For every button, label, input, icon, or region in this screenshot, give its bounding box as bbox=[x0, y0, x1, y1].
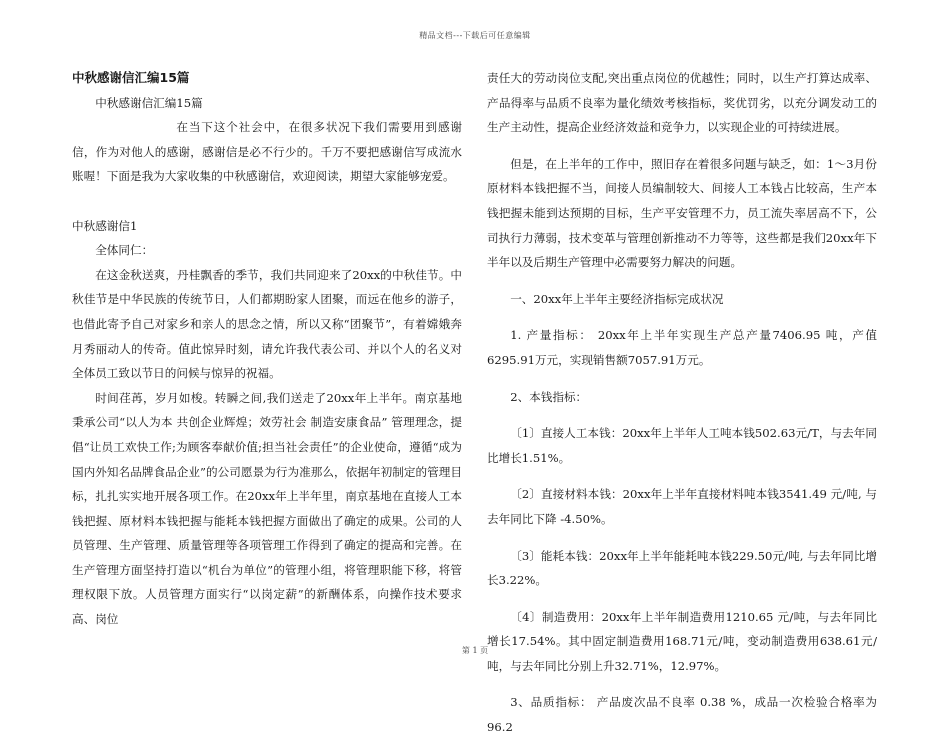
document-title: 中秋感谢信汇编15篇 bbox=[72, 70, 190, 85]
section-title: 中秋感谢信1 bbox=[72, 218, 138, 233]
indicator-output: 1. 产量指标： 20xx年上半年实现生产总产量7406.95 吨，产值6295.91万元，实现销售额7057.91万元。 bbox=[487, 328, 877, 367]
indicator-cost-material: 〔2〕直接材料本钱：20xx年上半年直接材料吨本钱3541.49 元/吨, 与去年同比下降 -4.50%。 bbox=[487, 487, 877, 526]
indicator-cost-labor: 〔1〕直接人工本钱：20xx年上半年人工吨本钱502.63元/T，与去年同比增长1.51%。 bbox=[487, 426, 877, 465]
indicator-cost-manufacturing: 〔4〕制造费用：20xx年上半年制造费用1210.65 元/吨，与去年同比增长17.54%。其中固定制造费用168.71元/吨，变动制造费用638.61元/吨，与去年同比分别上升32.71%，12.97%。 bbox=[487, 609, 877, 673]
section-heading-1: 一、20xx年上半年主要经济指标完成状况 bbox=[510, 291, 724, 306]
body-paragraph-problems: 但是，在上半年的工作中，照旧存在着很多问题与缺乏，如：1～3月份原材料本钱把握不当，间接人员编制较大、间接人工本钱占比较高，生产本钱把握未能到达预期的目标，生产平安管理不力，员工流失率居高不下，公司执行力薄弱，技术变革与管理创新推动不力等等，这些都是我们20xx年下半年以及后期生产管理中必需要努力解决的问题。 bbox=[487, 156, 877, 270]
blank-line bbox=[72, 189, 462, 214]
page-header-note: 精品文档---下载后可任意编辑 bbox=[419, 31, 531, 40]
indicator-cost: 2、本钱指标： bbox=[510, 389, 588, 404]
body-paragraph-continued: 责任大的劳动岗位支配,突出重点岗位的优越性；同时，以生产打算达成率、产品得率与品质不良率为量化绩效考核指标，奖优罚劣，以充分调发动工的生产主动性，提高企业经济效益和竞争力，以实现企业的可持续进展。 bbox=[487, 71, 877, 135]
document-subtitle: 中秋感谢信汇编15篇 bbox=[95, 95, 203, 110]
body-paragraph-2: 时间荏苒，岁月如梭。转瞬之间,我们送走了20xx年上半年。南京基地秉承公司“以人为本 共创企业辉煌；效劳社会 制造安康食品” 管理理念，提倡“让员工欢快工作;为顾客奉献价值;担当社会责任”的企业使命，遵循“成为国内外知名品牌食品企业”的公司愿景为行为准那么，依据年初制定的管理目标，扎扎实实地开展各项工作。在20xx年上半年里，南京基地在直接人工本钱把握、原材料本钱把握与能耗本钱把握方面做出了确定的成果。公司的人员管理、生产管理、质量管理等各项管理工作得到了确定的提高和完善。在生产管理方面坚持打造以“机台为单位”的管理小组，将管理职能下移，将管理权限下放。人员管理方面实行“以岗定薪”的新酬体系，向操作技术要求高、岗位 bbox=[72, 390, 462, 627]
right-column bbox=[487, 66, 877, 740]
page-number: 第 1 页 bbox=[461, 646, 489, 655]
body-paragraph-1: 在这金秋送爽，丹桂飘香的季节，我们共同迎来了20xx的中秋佳节。中秋佳节是中华民族的传统节日，人们都期盼家人团聚，而远在他乡的游子，也借此寄予自己对家乡和亲人的思念之情，所以又称“团聚节”，有着嫦娥奔月秀丽动人的传奇。值此惊异时刻，请允许我代表公司、并以个人的名义对全体员工致以节日的问候与惊异的祝福。 bbox=[72, 267, 462, 381]
left-column bbox=[72, 66, 462, 632]
indicator-cost-energy: 〔3〕能耗本钱：20xx年上半年能耗吨本钱229.50元/吨, 与去年同比增长3.22%。 bbox=[487, 548, 877, 588]
indicator-quality: 3、品质指标： 产品废次品不良率 0.38 %，成品一次检验合格率为96.2 bbox=[487, 695, 877, 735]
salutation: 全体同仁： bbox=[95, 243, 154, 258]
intro-paragraph: 在当下这个社会中，在很多状况下我们需要用到感谢信，作为对他人的感谢，感谢信是必不行少的。千万不要把感谢信写成流水账喔！下面是我为大家收集的中秋感谢信，欢迎阅读，期望大家能够宠爱。 bbox=[72, 120, 462, 184]
